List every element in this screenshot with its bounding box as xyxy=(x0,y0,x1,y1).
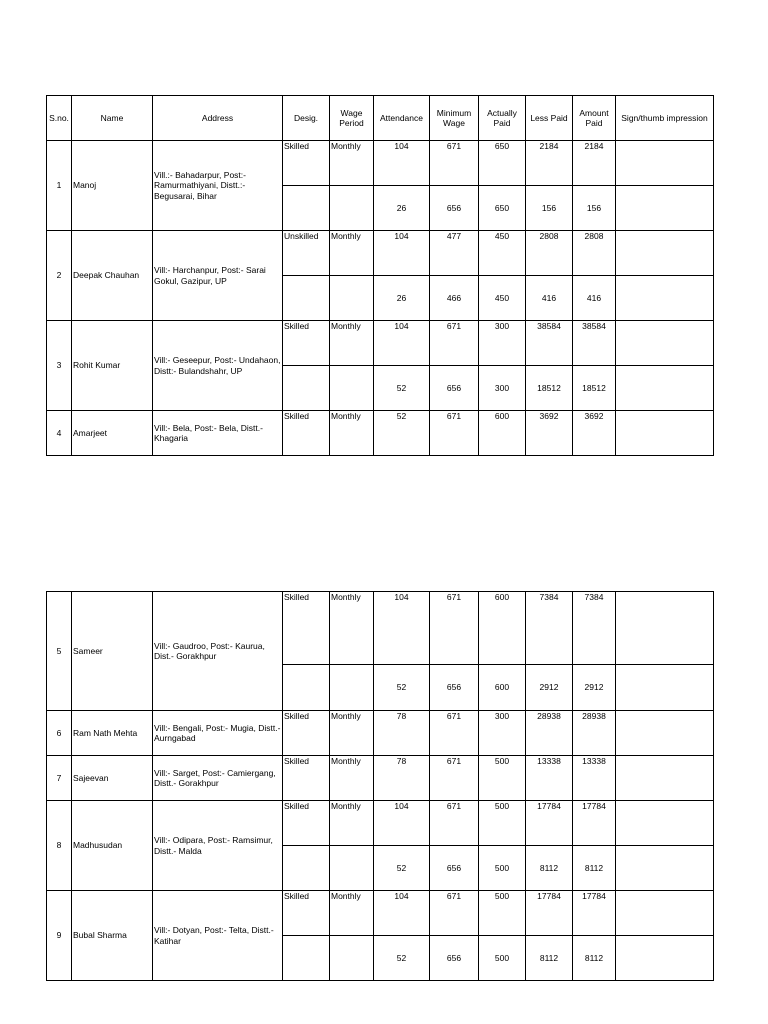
cell-attendance: 104 xyxy=(374,321,430,366)
cell-wage-period: Monthly xyxy=(330,801,374,846)
cell-name: Deepak Chauhan xyxy=(72,231,153,321)
cell-sno: 6 xyxy=(47,711,72,756)
cell-less: 156 xyxy=(526,186,573,231)
cell-min-wage: 671 xyxy=(430,592,479,665)
table-row xyxy=(47,231,714,276)
cell-desig: Unskilled xyxy=(283,231,330,276)
cell-actual: 300 xyxy=(479,321,526,366)
table-row xyxy=(47,141,714,186)
cell-attendance: 52 xyxy=(374,665,430,711)
cell-sign xyxy=(616,891,714,936)
cell-amount: 38584 xyxy=(573,321,616,366)
cell-actual: 500 xyxy=(479,891,526,936)
cell-address: Vill:- Odipara, Post:- Ramsimur, Distt.- Malda xyxy=(153,801,283,891)
cell-less: 18512 xyxy=(526,366,573,411)
cell-actual: 650 xyxy=(479,141,526,186)
cell-attendance: 52 xyxy=(374,846,430,891)
cell-actual: 500 xyxy=(479,801,526,846)
cell-sno: 5 xyxy=(47,592,72,711)
cell-wage-period: Monthly xyxy=(330,141,374,186)
cell-address: Vill.:- Bahadarpur, Post:- Ramurmathiyani, Distt.:- Begusarai, Bihar xyxy=(153,141,283,231)
cell-desig: Skilled xyxy=(283,321,330,366)
cell-sign xyxy=(616,846,714,891)
cell-actual: 600 xyxy=(479,665,526,711)
col-header-desig: Desig. xyxy=(283,96,330,141)
cell-actual: 300 xyxy=(479,366,526,411)
cell-desig: Skilled xyxy=(283,411,330,456)
cell-address: Vill:- Geseepur, Post:- Undahaon, Distt:- Bulandshahr, UP xyxy=(153,321,283,411)
cell-address: Vill:- Dotyan, Post:- Telta, Distt.- Katihar xyxy=(153,891,283,981)
cell-less: 2184 xyxy=(526,141,573,186)
cell-min-wage: 466 xyxy=(430,276,479,321)
cell-wage-period xyxy=(330,276,374,321)
cell-min-wage: 671 xyxy=(430,411,479,456)
cell-less: 3692 xyxy=(526,411,573,456)
cell-less: 2912 xyxy=(526,665,573,711)
cell-name: Ram Nath Mehta xyxy=(72,711,153,756)
cell-amount: 2184 xyxy=(573,141,616,186)
cell-wage-period xyxy=(330,936,374,981)
cell-amount: 17784 xyxy=(573,891,616,936)
table-row xyxy=(47,756,714,801)
cell-min-wage: 671 xyxy=(430,801,479,846)
cell-address: Vill:- Harchanpur, Post:- Sarai Gokul, Gazipur, UP xyxy=(153,231,283,321)
table-row xyxy=(47,711,714,756)
cell-amount: 416 xyxy=(573,276,616,321)
cell-attendance: 104 xyxy=(374,801,430,846)
cell-desig: Skilled xyxy=(283,592,330,665)
cell-sign xyxy=(616,665,714,711)
cell-actual: 500 xyxy=(479,936,526,981)
cell-attendance: 78 xyxy=(374,711,430,756)
table1-body xyxy=(47,141,714,456)
cell-name: Manoj xyxy=(72,141,153,231)
cell-sno: 7 xyxy=(47,756,72,801)
cell-wage-period xyxy=(330,846,374,891)
cell-address: Vill:- Bengali, Post:- Mugia, Distt.- Aurngabad xyxy=(153,711,283,756)
cell-less: 17784 xyxy=(526,891,573,936)
cell-sno: 9 xyxy=(47,891,72,981)
header-row xyxy=(47,96,714,141)
cell-address: Vill:- Sarget, Post:- Camiergang, Distt.- Gorakhpur xyxy=(153,756,283,801)
cell-min-wage: 671 xyxy=(430,141,479,186)
col-header-attendance: Attendance xyxy=(374,96,430,141)
wage-table-1 xyxy=(46,95,714,456)
table2-body xyxy=(47,592,714,981)
cell-address: Vill:- Gaudroo, Post:- Kaurua, Dist.- Gorakhpur xyxy=(153,592,283,711)
cell-amount: 2912 xyxy=(573,665,616,711)
cell-sno: 8 xyxy=(47,801,72,891)
cell-attendance: 104 xyxy=(374,891,430,936)
cell-actual: 650 xyxy=(479,186,526,231)
table-row xyxy=(47,411,714,456)
col-header-actually-paid: Actually Paid xyxy=(479,96,526,141)
cell-amount: 7384 xyxy=(573,592,616,665)
cell-min-wage: 656 xyxy=(430,186,479,231)
cell-min-wage: 671 xyxy=(430,711,479,756)
cell-amount: 8112 xyxy=(573,846,616,891)
cell-less: 7384 xyxy=(526,592,573,665)
cell-attendance: 26 xyxy=(374,276,430,321)
cell-min-wage: 671 xyxy=(430,321,479,366)
cell-desig: Skilled xyxy=(283,891,330,936)
cell-sign xyxy=(616,186,714,231)
cell-amount: 28938 xyxy=(573,711,616,756)
cell-amount: 2808 xyxy=(573,231,616,276)
cell-amount: 13338 xyxy=(573,756,616,801)
cell-sign xyxy=(616,756,714,801)
col-header-sign: Sign/thumb impression xyxy=(616,96,714,141)
cell-amount: 3692 xyxy=(573,411,616,456)
cell-less: 38584 xyxy=(526,321,573,366)
cell-desig xyxy=(283,846,330,891)
col-header-minimum-wage: Minimum Wage xyxy=(430,96,479,141)
cell-sign xyxy=(616,592,714,665)
cell-attendance: 104 xyxy=(374,141,430,186)
cell-name: Sajeevan xyxy=(72,756,153,801)
cell-sno: 1 xyxy=(47,141,72,231)
cell-desig xyxy=(283,186,330,231)
cell-less: 28938 xyxy=(526,711,573,756)
table-row xyxy=(47,321,714,366)
cell-attendance: 78 xyxy=(374,756,430,801)
cell-sign xyxy=(616,321,714,366)
cell-desig xyxy=(283,276,330,321)
cell-wage-period: Monthly xyxy=(330,891,374,936)
cell-wage-period xyxy=(330,665,374,711)
cell-desig xyxy=(283,936,330,981)
cell-wage-period: Monthly xyxy=(330,711,374,756)
cell-sign xyxy=(616,711,714,756)
cell-sno: 4 xyxy=(47,411,72,456)
cell-address: Vill:- Bela, Post:- Bela, Distt.- Khagaria xyxy=(153,411,283,456)
cell-less: 416 xyxy=(526,276,573,321)
cell-attendance: 26 xyxy=(374,186,430,231)
cell-wage-period: Monthly xyxy=(330,411,374,456)
cell-name: Rohit Kumar xyxy=(72,321,153,411)
cell-attendance: 52 xyxy=(374,936,430,981)
cell-name: Amarjeet xyxy=(72,411,153,456)
cell-sign xyxy=(616,276,714,321)
cell-actual: 600 xyxy=(479,592,526,665)
table-row xyxy=(47,891,714,936)
cell-min-wage: 656 xyxy=(430,665,479,711)
cell-wage-period: Monthly xyxy=(330,321,374,366)
cell-min-wage: 656 xyxy=(430,846,479,891)
cell-actual: 300 xyxy=(479,711,526,756)
cell-attendance: 52 xyxy=(374,411,430,456)
cell-wage-period xyxy=(330,186,374,231)
cell-amount: 17784 xyxy=(573,801,616,846)
cell-less: 17784 xyxy=(526,801,573,846)
cell-actual: 450 xyxy=(479,231,526,276)
cell-name: Madhusudan xyxy=(72,801,153,891)
cell-min-wage: 671 xyxy=(430,756,479,801)
cell-amount: 156 xyxy=(573,186,616,231)
cell-wage-period: Monthly xyxy=(330,756,374,801)
cell-desig xyxy=(283,665,330,711)
col-header-sno: S.no. xyxy=(47,96,72,141)
col-header-less-paid: Less Paid xyxy=(526,96,573,141)
cell-amount: 8112 xyxy=(573,936,616,981)
cell-sno: 2 xyxy=(47,231,72,321)
wage-table-2 xyxy=(46,591,714,981)
cell-min-wage: 656 xyxy=(430,366,479,411)
cell-less: 13338 xyxy=(526,756,573,801)
cell-min-wage: 477 xyxy=(430,231,479,276)
cell-less: 8112 xyxy=(526,846,573,891)
cell-actual: 500 xyxy=(479,846,526,891)
cell-desig: Skilled xyxy=(283,711,330,756)
cell-attendance: 104 xyxy=(374,592,430,665)
table-row xyxy=(47,592,714,665)
cell-sign xyxy=(616,411,714,456)
cell-actual: 600 xyxy=(479,411,526,456)
cell-less: 8112 xyxy=(526,936,573,981)
col-header-amount-paid: Amount Paid xyxy=(573,96,616,141)
cell-desig: Skilled xyxy=(283,801,330,846)
cell-less: 2808 xyxy=(526,231,573,276)
cell-sign xyxy=(616,231,714,276)
cell-min-wage: 671 xyxy=(430,891,479,936)
cell-attendance: 52 xyxy=(374,366,430,411)
cell-desig: Skilled xyxy=(283,756,330,801)
cell-name: Bubal Sharma xyxy=(72,891,153,981)
cell-amount: 18512 xyxy=(573,366,616,411)
cell-wage-period: Monthly xyxy=(330,231,374,276)
cell-desig xyxy=(283,366,330,411)
col-header-name: Name xyxy=(72,96,153,141)
cell-min-wage: 656 xyxy=(430,936,479,981)
col-header-address: Address xyxy=(153,96,283,141)
col-header-wage-period: Wage Period xyxy=(330,96,374,141)
cell-sign xyxy=(616,936,714,981)
cell-sign xyxy=(616,141,714,186)
cell-actual: 500 xyxy=(479,756,526,801)
cell-wage-period xyxy=(330,366,374,411)
cell-attendance: 104 xyxy=(374,231,430,276)
cell-name: Sameer xyxy=(72,592,153,711)
cell-sign xyxy=(616,801,714,846)
cell-desig: Skilled xyxy=(283,141,330,186)
cell-wage-period: Monthly xyxy=(330,592,374,665)
table-row xyxy=(47,801,714,846)
cell-sign xyxy=(616,366,714,411)
cell-sno: 3 xyxy=(47,321,72,411)
cell-actual: 450 xyxy=(479,276,526,321)
